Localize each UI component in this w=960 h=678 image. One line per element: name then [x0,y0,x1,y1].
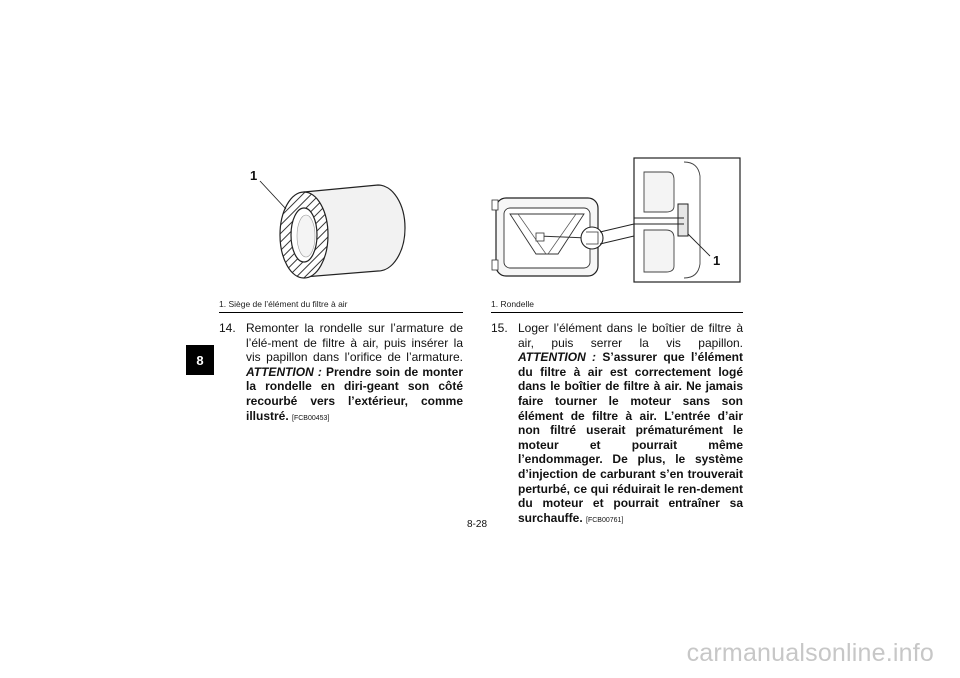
warning-text: Prendre soin de monter la rondelle en diri-geant son côté recourbé vers l’extérieur, comme illustré. [246,364,463,423]
figure-caption: 1. Rondelle [491,299,535,309]
callout-number: 1 [250,168,258,183]
step-text: Remonter la rondelle sur l’armature de l’élé-ment de filtre à air, puis insérer la vis papillon dans l’orifice de l’armature. [246,321,463,365]
reference-code: [FCB00453] [292,414,330,422]
warning-text: S’assurer que l’élément du filtre à air est correctement logé dans le boîtier de filtre à air. Ne jamais faire tourner le moteur sans son élément de filtre à air. L’entrée d’air non filtré userait prématurément le moteur et pourrait même l’endommager. De plus, le système d’injection de carburant s’en trouverait perturbé, ce qui réduirait le ren-dement du moteur et pourrait entraîner sa surchauffe. [518,350,743,525]
callout-number: 1 [713,253,721,268]
watermark: carmanualsonline.info [686,639,934,667]
attention-label: ATTENTION : [518,350,597,365]
caption-divider [491,312,743,313]
air-filter-illustration [238,165,413,280]
instruction-step-15 [491,321,743,528]
step-text: Loger l’élément dans le boîtier de filtre à air, puis serrer la vis papillon. [518,321,743,350]
figure-caption: 1. Siège de l’élément du filtre à air [219,299,348,309]
page-number: 8-28 [467,519,488,530]
step-number: 15. [491,321,508,335]
filter-case-illustration [488,156,743,284]
reference-code: [FCB00761] [586,516,624,524]
section-tab: 8 [186,345,214,375]
caption-divider [219,312,463,313]
attention-label: ATTENTION : [246,364,322,379]
instruction-step-14 [219,321,463,426]
step-number: 14. [219,321,236,335]
